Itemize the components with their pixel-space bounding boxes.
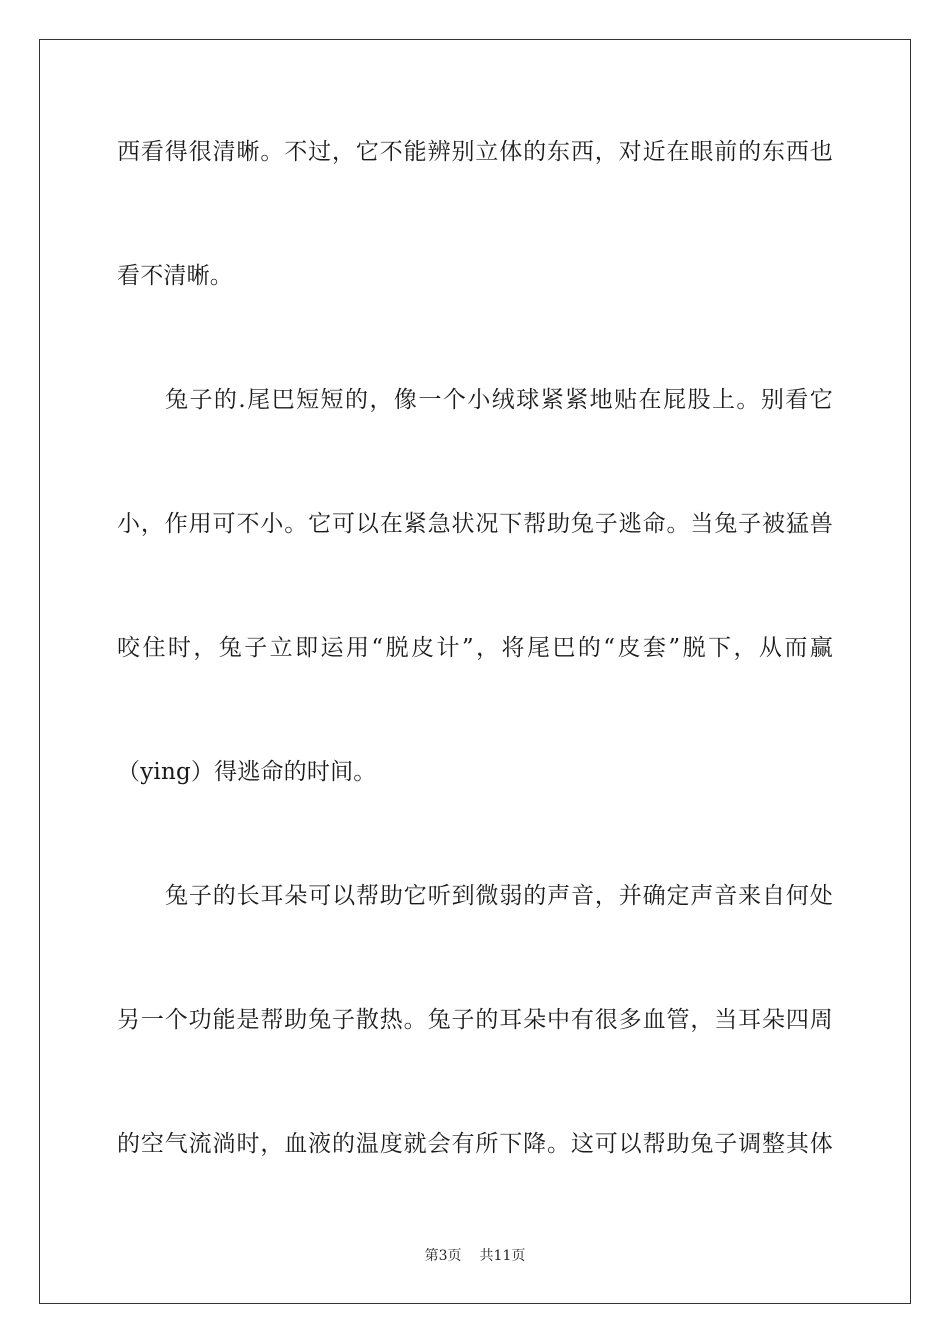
paragraph-first-line: 兔子的.尾巴短短的，像一个小绒球紧紧地贴在屁股上。别看它 (165, 387, 833, 413)
text-line: （ying）得逃命的时间。 (117, 759, 377, 785)
text-line: 另一个功能是帮助兔子散热。兔子的耳朵中有很多血管，当耳朵四周 (117, 1007, 833, 1033)
paragraph-first-line: 兔子的长耳朵可以帮助它听到微弱的声音，并确定声音来自何处 (165, 883, 833, 909)
text-line: 看不清晰。 (117, 263, 233, 289)
page-number: 第3页 (424, 1248, 462, 1264)
text-line: 小，作用可不小。它可以在紧急状况下帮助兔子逃命。当兔子被猛兽 (117, 511, 833, 537)
text-line: 西看得很清晰。不过，它不能辨别立体的东西，对近在眼前的东西也 (117, 139, 833, 165)
page-footer (0, 1247, 950, 1265)
text-line: 的空气流淌时，血液的温度就会有所下降。这可以帮助兔子调整其体 (117, 1131, 833, 1157)
text-line: 咬住时，兔子立即运用“脱皮计”，将尾巴的“皮套”脱下，从而赢 (117, 635, 833, 661)
page-border (39, 39, 911, 1304)
page-total: 共11页 (479, 1248, 526, 1264)
